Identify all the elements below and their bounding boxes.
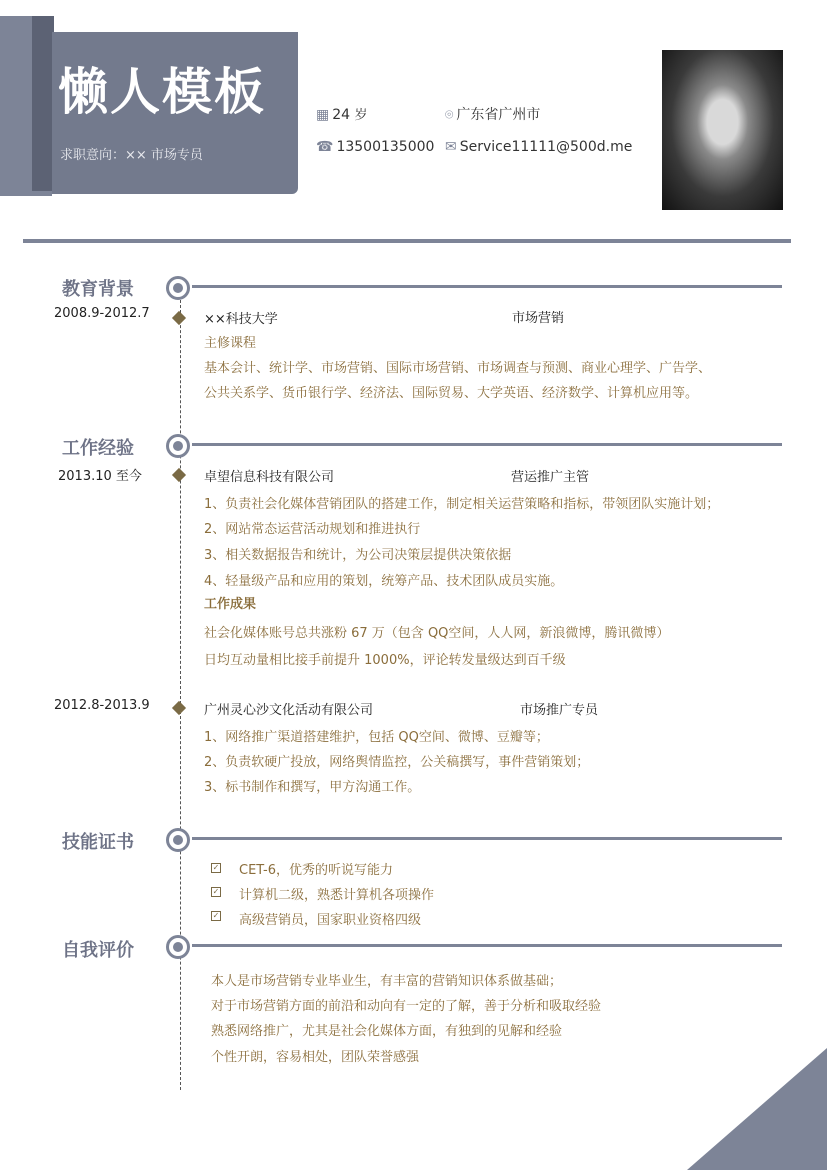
- job1-position: 营运推广主管: [511, 470, 590, 485]
- age-value: 24: [332, 107, 351, 123]
- location-value: 广东省广州市: [456, 107, 541, 123]
- job1-duty: 2、网站常态运营活动规划和推进执行: [204, 522, 421, 537]
- location-pin-icon: ⌾: [445, 107, 454, 123]
- checkbox-icon: ✓: [212, 887, 220, 896]
- phone-icon: ☎: [316, 139, 334, 155]
- skill-item: 计算机二级，熟悉计算机各项操作: [239, 888, 435, 903]
- timeline-dashed-line: [180, 300, 181, 1090]
- job2-duty: 2、负责软硬广投放，网络舆情监控，公关稿撰写，事件营销策划；: [204, 755, 590, 770]
- calendar-icon: ▦: [316, 107, 330, 123]
- job1-duty: 3、相关数据报告和统计，为公司决策层提供决策依据: [204, 548, 512, 563]
- self-eval-line-text: 本人是市场营销专业毕业生，有丰富的营销知识体系做基础；: [211, 974, 563, 989]
- skill-item: CET-6，优秀的听说写能力: [239, 863, 394, 878]
- job1-result: 日均互动量相比接手前提升 1000%，评论转发量级达到百千级: [204, 653, 566, 668]
- job1-date: [58, 465, 142, 484]
- job2-company: 广州灵心沙文化活动有限公司: [204, 703, 374, 718]
- job1-result-label: 工作成果: [204, 597, 257, 612]
- education-title: 教育背景: [62, 279, 134, 300]
- self-eval-title: 自我评价: [62, 940, 134, 961]
- profile-photo: [662, 50, 783, 210]
- age-unit: 岁: [354, 108, 368, 123]
- skills-ring-icon: [166, 828, 190, 852]
- email-info: [445, 139, 632, 155]
- education-courses-line2: 公共关系学、货币银行学、经济法、国际贸易、大学英语、经济数学、计算机应用等。: [204, 386, 699, 401]
- job1-date-suffix: 至今: [115, 469, 142, 484]
- job1-diamond-icon: [172, 468, 186, 482]
- envelope-icon: ✉: [445, 139, 457, 155]
- job2-date: 2012.8-2013.9: [54, 698, 150, 713]
- education-diamond-icon: [172, 311, 186, 325]
- job1-date-value: 2013.10: [58, 469, 112, 484]
- job1-company: 卓望信息科技有限公司: [204, 470, 335, 485]
- self-eval-line-text: 个性开朗，容易相处，团队荣誉感强: [211, 1050, 420, 1065]
- job2-position: 市场推广专员: [520, 703, 599, 718]
- skill-item: 高级营销员，国家职业资格四级: [239, 913, 422, 928]
- job2-duty: 3、标书制作和撰写，甲方沟通工作。: [204, 780, 421, 795]
- education-date: 2008.9-2012.7: [54, 306, 150, 321]
- phone-value: 13500135000: [336, 139, 435, 155]
- checkbox-icon: ✓: [212, 863, 220, 872]
- self-eval-line-text: 熟悉网络推广，尤其是社会化媒体方面，有独到的见解和经验: [211, 1024, 563, 1039]
- education-school: ××科技大学: [204, 312, 278, 327]
- job2-duty: 1、网络推广渠道搭建维护，包括 QQ空间、微博、豆瓣等；: [204, 730, 549, 745]
- skills-title: 技能证书: [62, 832, 134, 853]
- work-line: [192, 443, 782, 446]
- skills-line: [192, 837, 782, 840]
- work-ring-icon: [166, 434, 190, 458]
- email-value: Service11111@500d.me: [459, 139, 633, 155]
- education-ring-icon: [166, 276, 190, 300]
- corner-decoration: [687, 1048, 827, 1170]
- phone-info: [316, 139, 434, 155]
- job-intent-value: ×× 市场专员: [125, 148, 203, 163]
- education-line: [192, 285, 782, 288]
- self-eval-line-text: 对于市场营销方面的前沿和动向有一定的了解，善于分析和吸取经验: [211, 999, 602, 1014]
- self-eval-line: [192, 944, 782, 947]
- job1-duty: 1、负责社会化媒体营销团队的搭建工作，制定相关运营策略和指标，带领团队实施计划；: [204, 497, 720, 512]
- job-intent-label: 求职意向：: [60, 148, 126, 163]
- job1-result: 社会化媒体账号总共涨粉 67 万（包含 QQ空间，人人网，新浪微博，腾讯微博）: [204, 626, 670, 641]
- header-divider: [23, 239, 791, 243]
- resume-name: 懒人模板: [58, 63, 266, 121]
- header-ribbon-fold: [32, 16, 54, 191]
- job2-diamond-icon: [172, 701, 186, 715]
- education-courses-line1: 基本会计、统计学、市场营销、国际市场营销、市场调查与预测、商业心理学、广告学、: [204, 361, 712, 376]
- education-major: 市场营销: [512, 311, 565, 326]
- work-title: 工作经验: [62, 438, 134, 459]
- self-eval-ring-icon: [166, 935, 190, 959]
- job-intent: [60, 144, 203, 163]
- job1-duty: 4、轻量级产品和应用的策划，统筹产品、技术团队成员实施。: [204, 574, 564, 589]
- checkbox-icon: ✓: [212, 911, 220, 920]
- education-course-label: 主修课程: [204, 336, 257, 351]
- location-info: [445, 104, 540, 124]
- age-info: [316, 104, 368, 123]
